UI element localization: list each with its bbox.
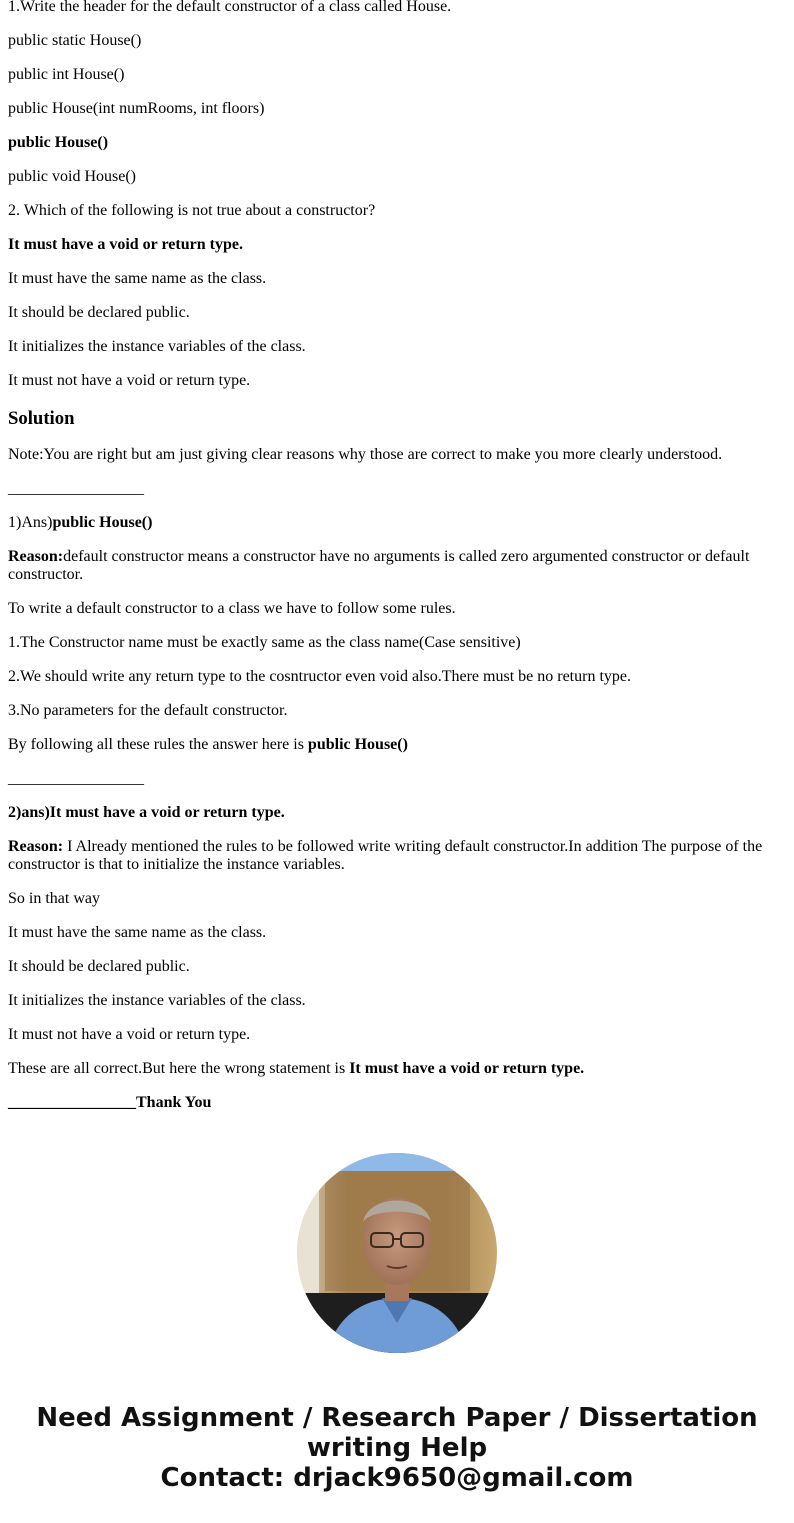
q2-option-2: It must have the same name as the class. [8, 270, 267, 287]
document-body [8, 0, 786, 1128]
q2-option-4: It initializes the instance variables of the class. [8, 338, 306, 355]
answer-1-prefix: 1)Ans) [8, 514, 53, 531]
correct-item-2: It should be declared public. [8, 958, 190, 975]
question2-title: 2. Which of the following is not true about a constructor? [8, 202, 376, 219]
separator-1: _________________ [8, 480, 144, 497]
answer-2-value: 2)ans)It must have a void or return type. [8, 804, 285, 821]
answer-1-value: public House() [52, 514, 153, 531]
correct-item-1: It must have the same name as the class. [8, 924, 267, 941]
q2-option-5: It must not have a void or return type. [8, 372, 251, 389]
reason-2-text: I Already mentioned the rules to be followed write writing default constructor.In addition The purpose of the constructor is that to initialize the instance variables. [8, 838, 763, 873]
rules-intro: To write a default constructor to a class we have to follow some rules. [8, 600, 456, 617]
so-in-that-way: So in that way [8, 890, 100, 907]
separator-2: _________________ [8, 770, 144, 787]
q1-option-1: public static House() [8, 32, 142, 49]
q1-option-4-correct [8, 134, 786, 152]
q1-option-5: public void House() [8, 168, 136, 185]
rule-1: 1.The Constructor name must be exactly same as the class name(Case sensitive) [8, 634, 521, 651]
conclusion-1-answer: public House() [307, 736, 408, 753]
q1-option-2: public int House() [8, 66, 125, 83]
answer-1 [8, 514, 786, 532]
thank-you-label: Thank You [136, 1094, 212, 1111]
correct-item-4: It must not have a void or return type. [8, 1026, 251, 1043]
reason-1-text: default constructor means a constructor have no arguments is called zero argumented constructor or default constructor. [8, 548, 750, 583]
question1-title: 1.Write the header for the default constructor of a class called House. [8, 0, 452, 15]
rule-3: 3.No parameters for the default constructor. [8, 702, 288, 719]
footer-line-1: Need Assignment / Research Paper / Dissertation [36, 1403, 758, 1433]
portrait-wall [297, 1171, 319, 1301]
q1-option-3: public House(int numRooms, int floors) [8, 100, 265, 117]
q2-option-3: It should be declared public. [8, 304, 190, 321]
q2-correct-answer: It must have a void or return type. [8, 236, 243, 253]
footer-line-2: writing Help [306, 1433, 488, 1463]
author-portrait-image [297, 1153, 497, 1353]
rule-2: 2.We should write any return type to the cosntructor even void also.There must be no return type. [8, 668, 631, 685]
conclusion-2-text: These are all correct.But here the wrong statement is [8, 1060, 350, 1077]
thank-you-line: ________________ [8, 1094, 136, 1111]
reason-2-label: Reason: [8, 838, 64, 855]
reason-1-label: Reason: [8, 548, 64, 565]
portrait-sky [297, 1153, 497, 1171]
correct-item-3: It initializes the instance variables of the class. [8, 992, 306, 1009]
author-avatar [297, 1153, 497, 1353]
contact-footer [0, 1403, 794, 1493]
reason-2 [8, 838, 786, 874]
reason-1 [8, 548, 786, 584]
footer-contact-line: Contact: drjack9650@gmail.com [160, 1463, 634, 1493]
conclusion-1-text: By following all these rules the answer here is [8, 736, 308, 753]
conclusion-2-answer: It must have a void or return type. [349, 1060, 585, 1077]
q1-correct-answer: public House() [8, 134, 109, 151]
conclusion-2 [8, 1060, 786, 1078]
thank-you-text [8, 1094, 211, 1111]
answer-2 [8, 804, 786, 822]
solution-note: Note:You are right but am just giving clear reasons why those are correct to make you more clearly understood. [8, 446, 723, 463]
q2-option-1-correct [8, 236, 786, 254]
solution-heading: Solution [8, 408, 75, 429]
conclusion-1 [8, 736, 786, 754]
thank-you [8, 1094, 786, 1112]
